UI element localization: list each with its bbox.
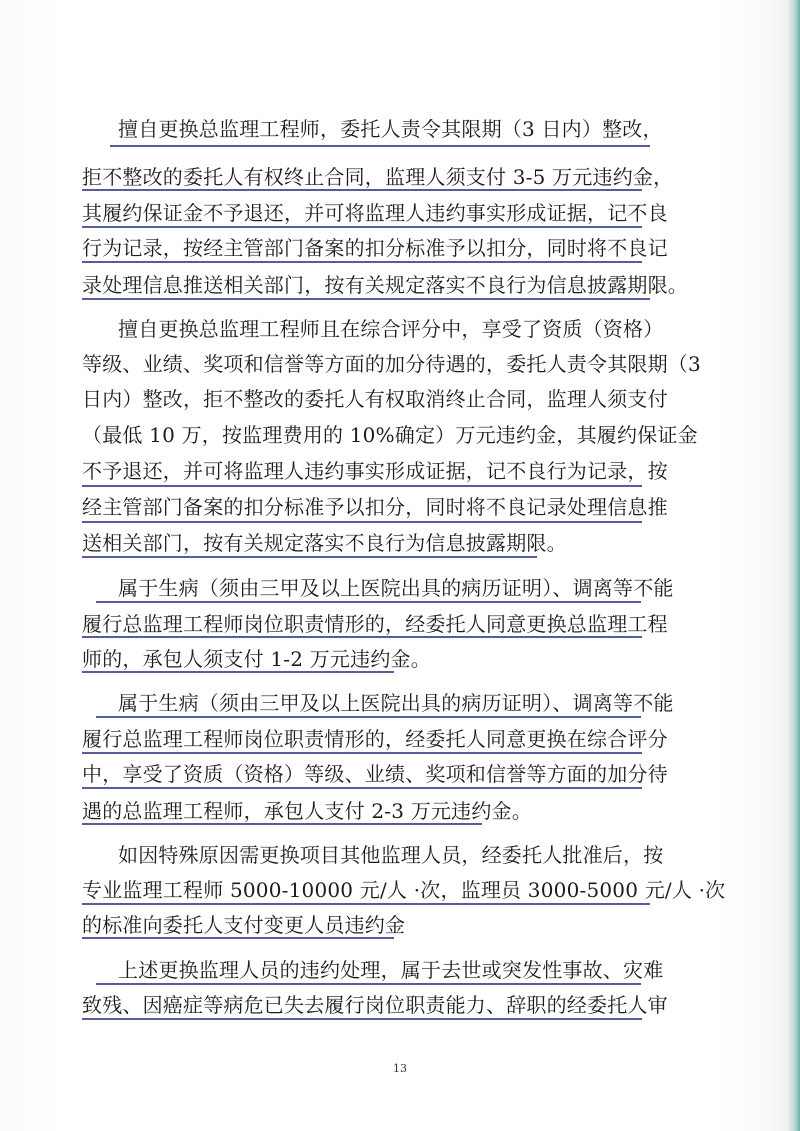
- pen-underline: [110, 145, 650, 147]
- pen-underline: [96, 601, 641, 603]
- pen-underline: [82, 937, 394, 939]
- page-edge-shadow: [770, 0, 788, 1131]
- pen-underline: [96, 716, 641, 718]
- pen-underline: [82, 1018, 642, 1020]
- text-line: 履行总监理工程师岗位职责情形的，经委托人同意更换总监理工程: [82, 612, 668, 636]
- pen-underline: [82, 521, 642, 523]
- text-line: 经主管部门备案的扣分标准予以扣分，同时将不良记录处理信息推: [82, 495, 668, 519]
- text-line: 属于生病（须由三甲及以上医院出具的病历证明）、调离等不能: [118, 691, 674, 715]
- pen-underline: [82, 298, 650, 300]
- pen-underline: [82, 261, 642, 263]
- text-line: 日内）整改，拒不整改的委托人有权取消终止合同，监理人须支付: [82, 387, 668, 411]
- text-line: 中，享受了资质（资格）等级、业绩、奖项和信誉等方面的加分待: [82, 762, 668, 786]
- text-line: 遇的总监理工程师，承包人支付 2-3 万元违约金。: [82, 799, 532, 823]
- pen-underline: [82, 556, 537, 558]
- pen-underline: [82, 189, 642, 191]
- text-line: 致残、因癌症等病危已失去履行岗位职责能力、辞职的经委托人审: [82, 993, 668, 1017]
- text-line: 师的，承包人须支付 1-2 万元违约金。: [82, 647, 431, 671]
- text-line: 专业监理工程师 5000-10000 元/人 ·次，监理员 3000-5000 元/人 ·次: [82, 878, 726, 902]
- page-edge: [788, 0, 800, 1131]
- text-line: 擅自更换总监理工程师且在综合评分中，享受了资质（资格）: [118, 317, 664, 341]
- pen-underline: [82, 671, 394, 673]
- text-line: 上述更换监理人员的违约处理，属于去世或突发性事故、灾难: [118, 958, 664, 982]
- pen-underline: [82, 787, 642, 789]
- text-line: （最低 10 万，按监理费用的 10%确定）万元违约金，其履约保证金: [82, 423, 698, 447]
- page-number: 13: [393, 1062, 407, 1075]
- text-line: 送相关部门，按有关规定落实不良行为信息披露期限。: [82, 531, 567, 555]
- text-line: 等级、业绩、奖项和信誉等方面的加分待遇的，委托人责令其限期（3: [82, 352, 701, 376]
- text-line: 其履约保证金不予退还，并可将监理人违约事实形成证据，记不良: [82, 201, 668, 225]
- pen-underline: [82, 636, 642, 638]
- text-line: 履行总监理工程师岗位职责情形的，经委托人同意更换在综合评分: [82, 727, 668, 751]
- text-line: 如因特殊原因需更换项目其他监理人员，经委托人批准后，按: [118, 843, 664, 867]
- pen-underline: [82, 226, 642, 228]
- pen-underline: [82, 752, 642, 754]
- text-line: 属于生病（须由三甲及以上医院出具的病历证明）、调离等不能: [118, 576, 674, 600]
- pen-underline: [82, 903, 650, 905]
- text-line: 录处理信息推送相关部门，按有关规定落实不良行为信息披露期限。: [82, 273, 688, 297]
- pen-underline: [96, 983, 641, 985]
- pen-underline: [82, 485, 642, 487]
- text-line: 的标准向委托人支付变更人员违约金: [82, 913, 406, 937]
- pen-underline: [82, 823, 482, 825]
- text-line: 不予退还，并可将监理人违约事实形成证据，记不良行为记录，按: [82, 459, 668, 483]
- text-line: 行为记录，按经主管部门备案的扣分标准予以扣分，同时将不良记: [82, 236, 668, 260]
- text-line: 拒不整改的委托人有权终止合同，监理人须支付 3-5 万元违约金，: [82, 165, 674, 189]
- text-line: 擅自更换总监理工程师，委托人责令其限期（3 日内）整改，: [118, 117, 663, 141]
